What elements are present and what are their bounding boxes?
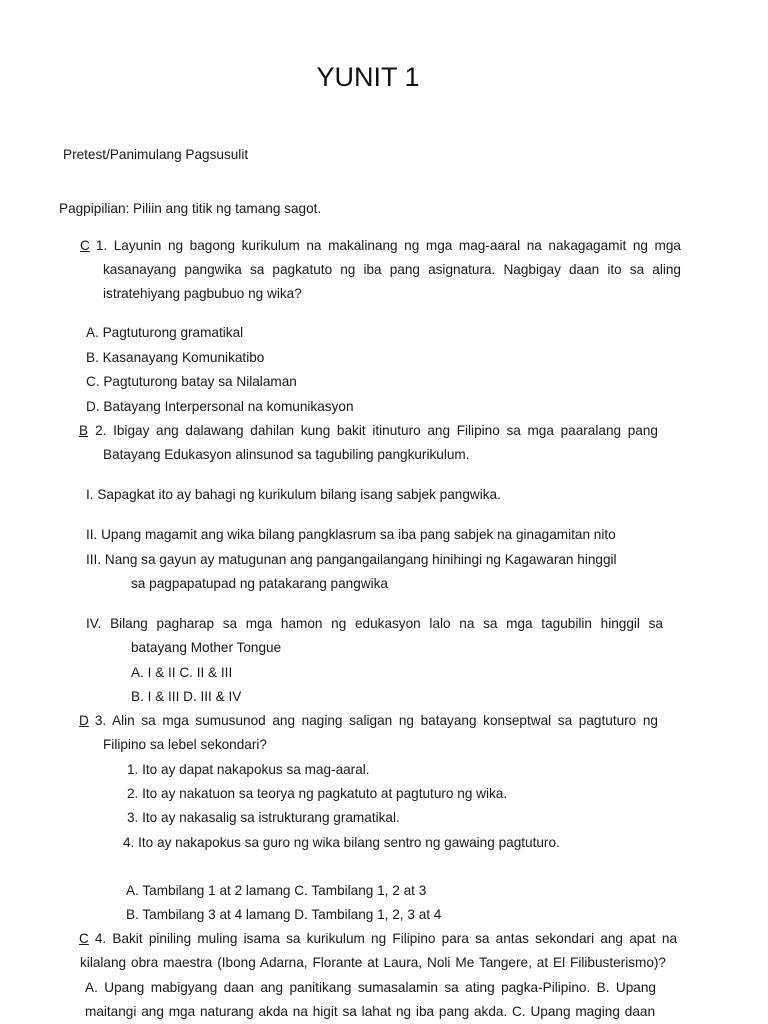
- answer-mark: C: [80, 238, 90, 253]
- question-4-line-2: kilalang obra maestra (Ibong Adarna, Florante at Laura, Noli Me Tangere, at El Filibusterismo)?: [80, 955, 666, 970]
- option: B. Kasanayang Komunikatibo: [86, 350, 265, 365]
- question-4-line-3: A. Upang mabigyang daan ang panitikang sumasalamin sa ating pagka-Pilipino. B. Upang: [85, 980, 656, 995]
- choice: B. Tambilang 3 at 4 lamang D. Tambilang 1, 2, 3 at 4: [126, 907, 442, 922]
- statement: 1. Ito ay dapat nakapokus sa mag-aaral.: [127, 762, 370, 777]
- question-2-line-2: Batayang Edukasyon alinsunod sa tagubiling pangkurikulum.: [103, 447, 470, 462]
- answer-mark: D: [79, 713, 89, 728]
- statement: III. Nang sa gayun ay matugunan ang pangangailangang hinihingi ng Kagawaran hinggil: [86, 552, 617, 567]
- choice: B. I & III D. III & IV: [131, 689, 242, 704]
- option: C. Pagtuturong batay sa Nilalaman: [86, 374, 297, 389]
- choice: A. I & II C. II & III: [131, 665, 233, 680]
- question-1-line-1: [80, 237, 681, 255]
- statement-continued: batayang Mother Tongue: [131, 640, 282, 655]
- answer-mark: C: [79, 931, 89, 946]
- statement: IV. Bilang pagharap sa mga hamon ng edukasyon lalo na sa mga tagubilin hinggil sa: [86, 616, 663, 631]
- question-1-line-2: kasanayang pangwika sa pagkatuto ng iba pang asignatura. Nagbigay daan ito sa aling: [103, 262, 681, 277]
- instruction: Pagpipilian: Piliin ang titik ng tamang sagot.: [59, 201, 322, 216]
- question-text: 2. Ibigay ang dalawang dahilan kung bakit itinuturo ang Filipino sa mga paaralang pang: [95, 423, 658, 438]
- question-text: 1. Layunin ng bagong kurikulum na makalinang ng mga mag-aaral na nakagagamit ng mga: [95, 238, 681, 253]
- question-4-line-1: [79, 930, 677, 948]
- statement: II. Upang magamit ang wika bilang pangklasrum sa iba pang sabjek na ginagamitan nito: [86, 527, 616, 542]
- choice: A. Tambilang 1 at 2 lamang C. Tambilang 1, 2 at 3: [126, 883, 427, 898]
- question-4-line-4: maitangi ang mga naturang akda na higit sa lahat ng iba pang akda. C. Upang maging daan: [85, 1004, 655, 1019]
- question-text: 4. Bakit piniling muling isama sa kurikulum ng Filipino para sa antas sekondari ang apat na: [94, 931, 677, 946]
- option: A. Pagtuturong gramatikal: [86, 325, 244, 340]
- question-2-line-1: [79, 422, 658, 440]
- option: D. Batayang Interpersonal na komunikasyon: [86, 399, 354, 414]
- question-3-line-2: Filipino sa lebel sekondari?: [103, 737, 267, 752]
- statement: I. Sapagkat ito ay bahagi ng kurikulum bilang isang sabjek pangwika.: [86, 487, 501, 502]
- statement: 4. Ito ay nakapokus sa guro ng wika bilang sentro ng gawaing pagtuturo.: [123, 835, 560, 850]
- answer-mark: B: [79, 423, 89, 438]
- statement: 3. Ito ay nakasalig sa istrukturang gramatikal.: [127, 810, 400, 825]
- subtitle: Pretest/Panimulang Pagsusulit: [63, 147, 249, 162]
- question-text: 3. Alin sa mga sumusunod ang naging saligan ng batayang konseptwal sa pagtuturo ng: [94, 713, 658, 728]
- statement: 2. Ito ay nakatuon sa teorya ng pagkatuto at pagtuturo ng wika.: [127, 786, 508, 801]
- question-1-line-3: istratehiyang pagbubuo ng wika?: [103, 286, 302, 301]
- page-title: YUNIT 1: [316, 62, 420, 92]
- question-3-line-1: [79, 712, 658, 730]
- statement-continued: sa pagpapatupad ng patakarang pangwika: [131, 576, 388, 591]
